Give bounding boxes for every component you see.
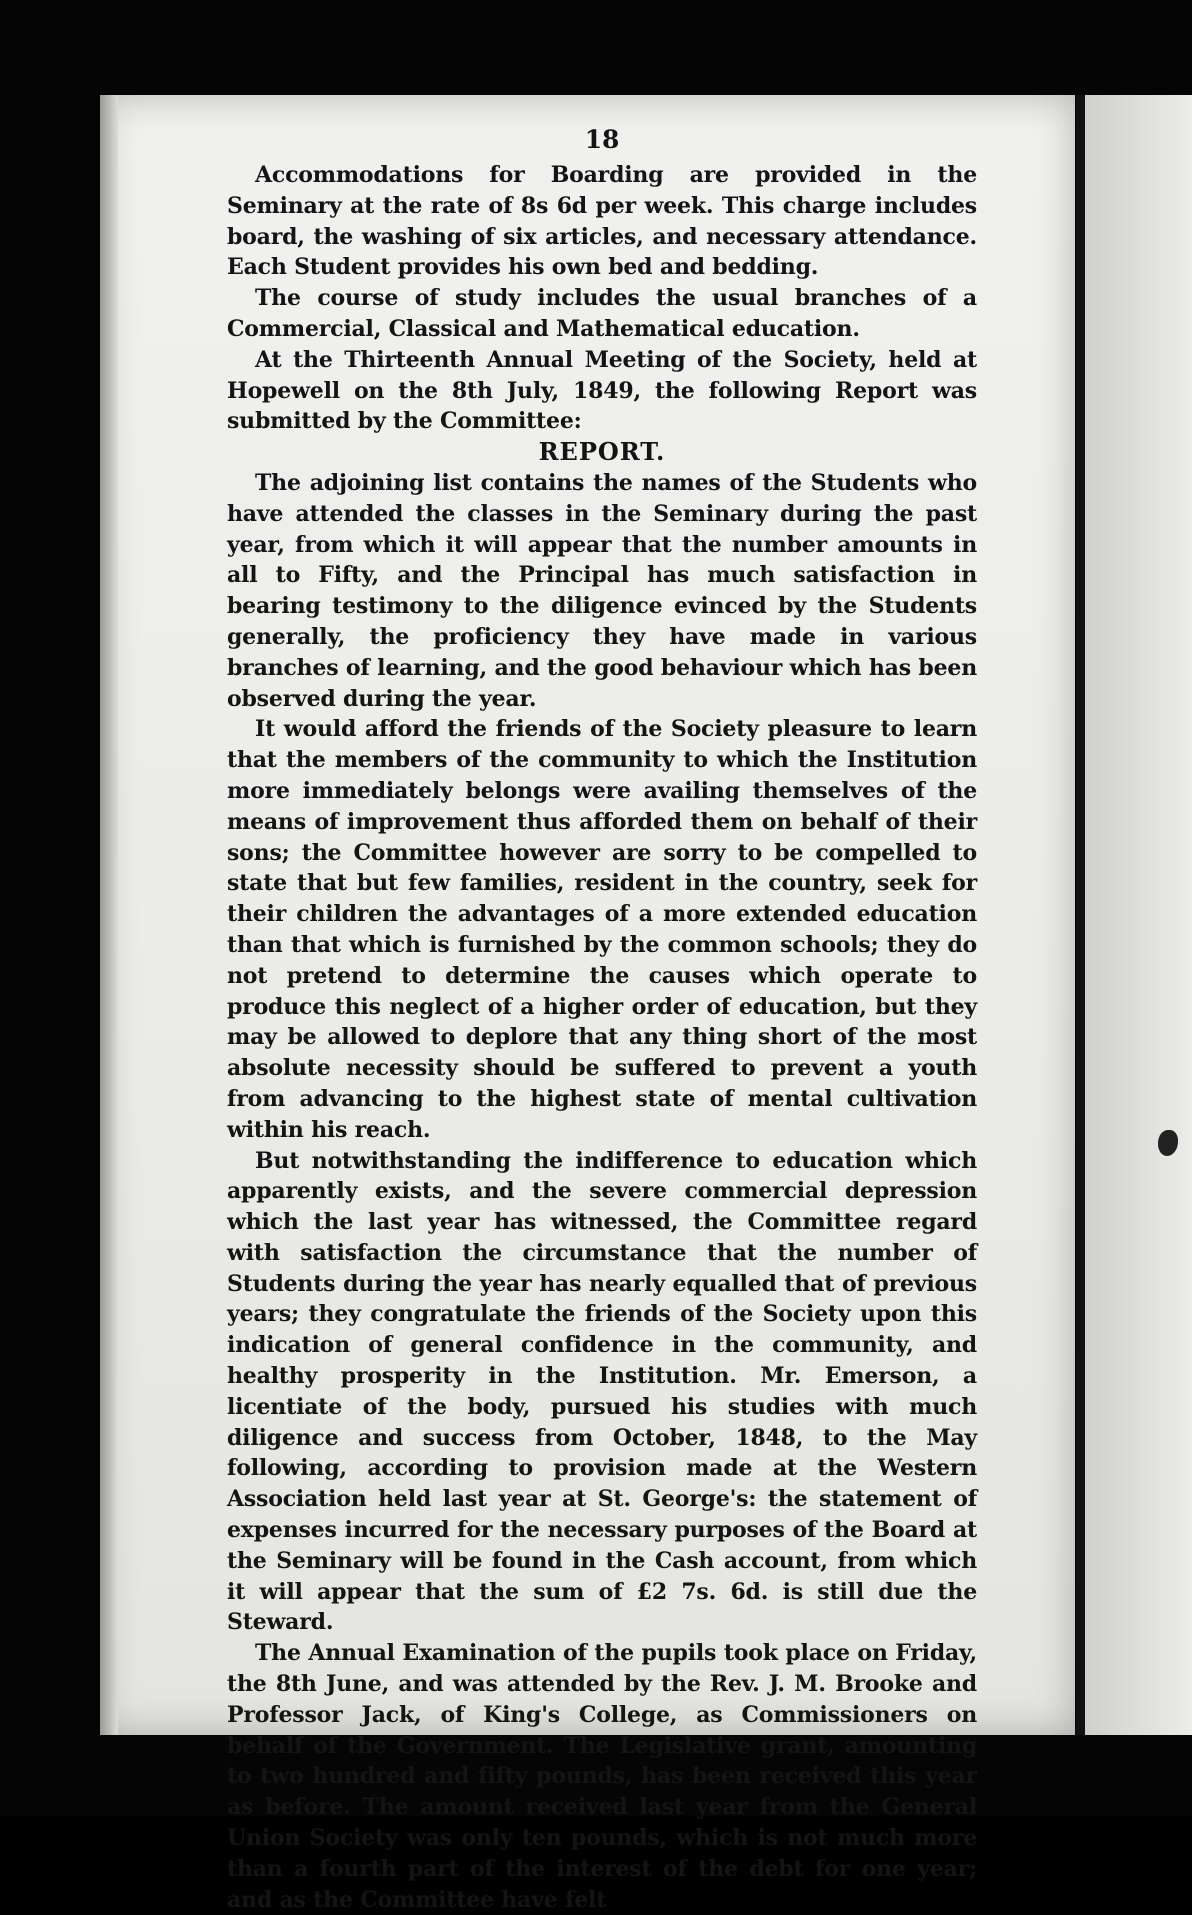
- paragraph-boarding: Accommodations for Boarding are provided in the Seminary at the rate of 8s 6d per week. This charge includes board, the washing of six articles, and necessary attendance. Each Student provides his own bed and bedding.: [227, 162, 977, 281]
- page-text: [227, 125, 977, 1915]
- report-paragraph-examination: The Annual Examination of the pupils took place on Friday, the 8th June, and was attended by the Rev. J. M. Brooke and Professor Jack, of King's College, as Commissioners on behalf of the Government. The Legislative grant, amounting to two hundred and fifty pounds, has been received this year as before. The amount received last year from the General Union Society was only ten pounds, which is not much more than a fourth part of the interest of the debt for one year; and as the Committee have felt: [227, 1640, 977, 1913]
- report-heading: REPORT.: [538, 437, 666, 467]
- scanned-page: [100, 95, 1075, 1913]
- report-paragraph-community: It would afford the friends of the Society pleasure to learn that the members of the community to which the Institution more immediately belongs were availing themselves of the means of improvement thus afforded them on behalf of their sons; the Committee however are sorry to be compelled to state that but few families, resident in the country, seek for their children the advantages of a more extended education than that which is furnished by the common schools; they do not pretend to determine the causes which operate to produce this neglect of a higher order of education, but they may be allowed to deplore that any thing short of the most absolute necessity should be suffered to prevent a youth from advancing to the highest state of mental cultivation within his reach.: [227, 716, 977, 1143]
- report-paragraph-students: The adjoining list contains the names of the Students who have attended the classes in the Seminary during the past year, from which it will appear that the number amounts in all to Fifty, and the Principal has much satisfaction in bearing testimony to the diligence evinced by the Students generally, the proficiency they have made in various branches of learning, and the good behaviour which has been observed during the year.: [227, 469, 977, 712]
- adjacent-page-edge: [1085, 95, 1192, 1735]
- paragraph-course: The course of study includes the usual branches of a Commercial, Classical and Mathematical education.: [227, 285, 977, 342]
- book-gutter: [1076, 95, 1085, 1735]
- report-paragraph-indifference: But notwithstanding the indifference to education which apparently exists, and the severe commercial depression which the last year has witnessed, the Committee regard with satisfaction the circumstance that the number of Students during the year has nearly equalled that of previous years; they congratulate the friends of the Society upon this indication of general confidence in the community, and healthy prosperity in the Institution. Mr. Emerson, a licentiate of the body, pursued his studies with much diligence and success from October, 1848, to the May following, according to provision made at the Western Association held last year at St. George's: the statement of expenses incurred for the necessary purposes of the Board at the Seminary will be found in the Cash account, from which it will appear that the sum of £2 7s. 6d. is still due the Steward.: [227, 1147, 977, 1636]
- paragraph-meeting: At the Thirteenth Annual Meeting of the Society, held at Hopewell on the 8th July, 1849, the following Report was submitted by the Committee:: [227, 346, 977, 435]
- page-number: 18: [584, 125, 620, 154]
